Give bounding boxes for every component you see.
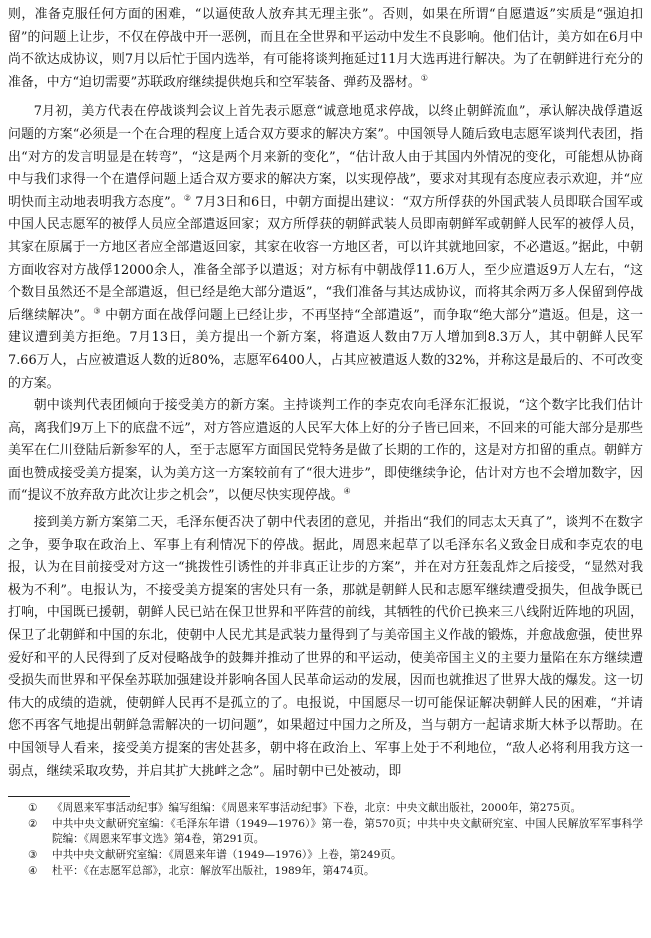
footnote-2: [8, 817, 643, 848]
footnote-ref-3: ③: [93, 306, 101, 316]
paragraph-2: [8, 101, 643, 395]
paragraph-1-text: 则，准备克服任何方面的困难，“以逼使敌人放弃其无理主张”。否则，如果在所谓“自愿遣返”实质是“强迫扣留”的问题上让步，不仅在停战中开一恶例，而且在全世界和平运动中发生不良影响。他们估计，美方如在6月中尚不欲达成协议，则7月以后忙于国内选举，有可能将谈判拖延过11月大选再进行解决。为了在朝鲜进行充分的准备，中方“迫切需要”苏联政府继续提供炮兵和空军装备、弹药及器材。: [8, 7, 643, 90]
footnote-number: ①: [28, 802, 38, 815]
paragraph-4-text: 接到美方新方案第二天，毛泽东便否决了朝中代表团的意见，并指出“我们的同志太天真了”，谈判不在数字之争，要争取在政治上、军事上有利情况下的停战。据此，周恩来起草了以毛泽东名义致金日成和李克农的电报，认为在目前接受对方这一“挑拨性引诱性的并非真正让步的方案”，并在对方狂轰乱炸之后接受，“显然对我极为不利”。电报认为，不接受美方提案的害处只有一条，那就是朝鲜人民和志愿军继续遭受损失，但战争既已打响，中国既已援朝，朝鲜人民已站在保卫世界和平阵营的前线，其牺牲的代价已换来三八线附近阵地的巩固，保卫了北朝鲜和中国的东北，使朝中人民尤其是武装力量得到了与美帝国主义作战的锻炼，并愈战愈强，使世界爱好和平的人民得到了反对侵略战争的鼓舞并推动了世界的和平运动，使美帝国主义的主要力量陷在东方继续遭受损失而世界和平保垒苏联加强建设并影响各国人民革命运动的发展，因而也就推迟了世界大战的爆发。这一切伟大的成绩的造就，使朝鲜人民再不是孤立的了。电报说，中国愿尽一切可能保证解决朝鲜人民的困难，“并请您不再客气地提出朝鲜急需解决的一切问题”，如果超过中国力之所及，当与朝方一起请求斯大林予以帮助。在中国领导人看来，接受美方提案的害处甚多，朝中将在政治上、军事上处于不利地位，“敌人必将利用我方这一弱点，继续采取攻势，并启其扩大挑衅之念”。届时朝中已处被动，即: [8, 515, 643, 779]
paragraph-3-text: 朝中谈判代表团倾向于接受美方的新方案。主持谈判工作的李克农向毛泽东汇报说，“这个数字比我们估计高，离我们9万上下的底盘不远”，对方答应遣返的人民军大体上好的分子皆已回来，不回来的可能大部分是那些美军在仁川登陆后新参军的人，至于志愿军方面国民党特务是做了长期的工作的，这是对方扣留的重点。朝鲜方面也赞成接受美方提案，认为美方这一方案较前有了“很大进步”，即使继续争论，估计对方也不会增加数字，因而“提议不放弃敌方此次让步之机会”，以便尽快实现停战。: [8, 398, 643, 504]
paragraph-2-text-c: 中朝方面在战俘问题上已经让步，不再坚持“全部遣返”，而争取“绝大部分”遣返。但是，这一建议遭到美方拒绝。7月13日，美方提出一个新方案，将遣返人数由7万人增加到8.3万人，其中朝鲜人民军7.66万人，占应被遣返人数的近80%，志愿军6400人，占其应被遣返人数的32%，并称这是最后的、不可改变的方案。: [8, 307, 643, 391]
footnote-text: 中共中央文献研究室编：《毛泽东年谱（1949—1976）》第一卷，第570页；中共中央文献研究室、中国人民解放军军事科学院编：《周恩来军事文选》第4卷，第291页。: [52, 817, 643, 846]
footnote-3: [8, 848, 643, 864]
footnote-ref-1: ①: [420, 73, 428, 83]
footnote-1: [8, 801, 643, 817]
footnotes-list: [8, 801, 643, 879]
footnote-4: [8, 864, 643, 880]
paragraph-1: [8, 4, 643, 94]
footnote-text: 杜平：《在志愿军总部》，北京：解放军出版社，1989年，第474页。: [52, 864, 375, 877]
footnote-number: ④: [28, 864, 38, 877]
paragraph-4: [8, 512, 643, 783]
footnote-number: ③: [28, 848, 38, 861]
paragraph-2-text-a: 7月初，美方代表在停战谈判会议上首先表示愿意“诚意地觅求停战，以终止朝鲜流血”，承认解决战俘遣返问题的方案“必须是一个在合理的程度上适合双方要求的解决方案”。中国领导人随后致电志愿军谈判代表团，指出“对方的发言明显是在转弯”，“这是两个月来新的变化”，“估计敌人由于其国内外情况的变化，可能想从协商中与我们求得一个在遣俘问题上适合双方要求的解决方案，以实现停战”，要求对其现有态度应表示欢迎，并“应明快而主动地表明我方态度”。: [8, 104, 643, 210]
footnote-ref-4: ④: [343, 487, 351, 497]
paragraph-2-text-b: 7月3日和6日，中朝方面提出建议：“双方所俘获的外国武装人员即联合国军或中国人民志愿军的被俘人员应全部遣返回家；双方所俘获的朝鲜武装人员即南朝鲜军或朝鲜人民军的被俘人员，其家在原属于一方地区者应全部遣返回家，其家在收容一方地区者，可以许其就地回家，不必遣返。”据此，中朝方面收容对方战俘12000余人，准备全部予以遣返；对方标有中朝战俘11.6万人，至少应遣返9万人左右，“这个数目虽然还不是全部遣返，但已经是绝大部分遣返”，“我们准备与其达成协议，而将其余两万多人保留到停战后继续解决”。: [8, 194, 644, 323]
footnote-ref-2: ②: [183, 193, 192, 203]
footnote-text: 中共中央文献研究室编：《周恩来年谱（1949—1976）》上卷，第249页。: [52, 848, 402, 861]
paragraph-3: [8, 395, 643, 508]
footnote-divider: [8, 796, 130, 797]
footnote-number: ②: [28, 817, 38, 830]
footnote-text: 《周恩来军事活动纪事》编写组编：《周恩来军事活动纪事》下卷，北京：中央文献出版社，2000年，第275页。: [52, 802, 582, 815]
